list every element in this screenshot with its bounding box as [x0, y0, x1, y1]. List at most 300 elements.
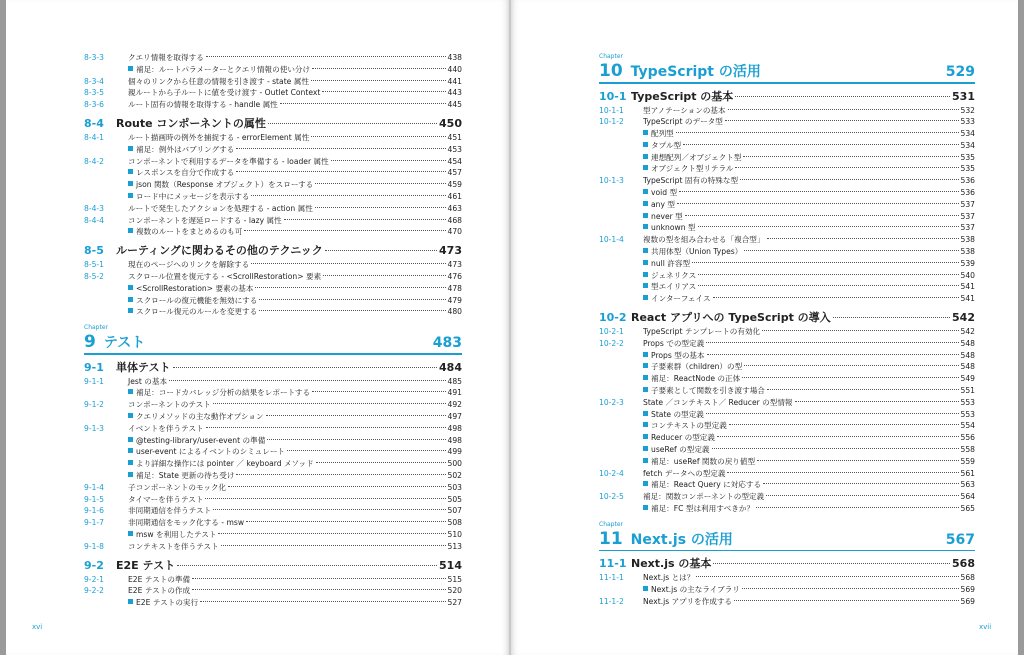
toc-entry[interactable] — [84, 52, 462, 64]
bullet-square-icon — [128, 193, 133, 198]
toc-subentry[interactable] — [599, 222, 975, 234]
bullet-square-icon — [128, 297, 133, 302]
toc-page-number: 568 — [960, 573, 975, 583]
toc-title: TypeScript 固有の特殊な型 — [643, 176, 739, 186]
chapter-page: 529 — [945, 64, 975, 80]
toc-subentry[interactable] — [599, 281, 975, 293]
toc-title: クエリ情報を取得する — [128, 53, 204, 62]
bullet-square-icon — [643, 363, 648, 368]
toc-title: Props での型定義 — [643, 338, 705, 348]
dot-leader — [312, 391, 445, 392]
toc-number: 10-2-5 — [599, 492, 624, 502]
toc-subentry[interactable] — [599, 444, 975, 456]
toc-page-number: 539 — [960, 258, 975, 268]
toc-number: 11-1-1 — [599, 573, 624, 583]
toc-title: TypeScript テンプレートの有効化 — [643, 327, 761, 337]
chapter-head-row — [599, 61, 975, 81]
chapter-page: 567 — [945, 531, 975, 548]
toc-title: インターフェイス — [651, 294, 711, 304]
chapter-heading[interactable] — [84, 324, 462, 355]
toc-entry[interactable] — [84, 271, 462, 283]
toc-title: State の型定義 — [651, 409, 704, 419]
dot-leader — [218, 533, 445, 534]
toc-page-number: 548 — [960, 362, 975, 372]
bullet-square-icon — [643, 165, 648, 170]
bullet-square-icon — [128, 169, 133, 174]
chapter-rule — [599, 550, 975, 552]
toc-subentry[interactable] — [84, 306, 462, 318]
toc-page-number: 513 — [447, 541, 462, 551]
toc-section-heading[interactable] — [84, 359, 462, 376]
toc-page-number: 568 — [952, 557, 975, 571]
toc-title: ルートで発生したアクションを処理する - action 属性 — [128, 203, 313, 213]
toc-title: コンポーネントで利用するデータを準備する - loader 属性 — [128, 156, 329, 166]
toc-page-number: 470 — [447, 227, 462, 237]
left-page-number: xvi — [32, 623, 43, 631]
toc-number: 9-2-1 — [84, 574, 104, 584]
toc-number: 8-4-2 — [84, 156, 104, 166]
toc-title: 型アノテーションの基本 — [643, 105, 726, 115]
dot-leader — [735, 167, 958, 168]
dot-leader — [727, 472, 958, 473]
toc-entry[interactable] — [599, 491, 975, 503]
toc-page-number: 438 — [447, 53, 462, 62]
toc-page-number: 538 — [960, 247, 975, 257]
toc-page-number: 559 — [960, 456, 975, 466]
dot-leader — [255, 287, 445, 288]
toc-title: 単体テスト — [116, 360, 171, 374]
toc-title: 複数のルートをまとめるのも可 — [136, 227, 243, 237]
bullet-square-icon — [128, 437, 133, 442]
toc-title: Next.js とは？ — [643, 573, 695, 583]
dot-leader — [322, 91, 445, 92]
toc-page-number: 534 — [960, 140, 975, 150]
toc-number: 11-1-2 — [599, 596, 624, 606]
toc-title: 現在のページへのリンクを解除する — [128, 260, 250, 270]
toc-page-number: 473 — [439, 244, 462, 258]
dot-leader — [236, 474, 445, 475]
toc-subentry[interactable] — [599, 420, 975, 432]
toc-entry[interactable] — [599, 116, 975, 128]
toc-title: void 型 — [651, 188, 678, 198]
toc-subentry[interactable] — [84, 435, 462, 447]
toc-title: タプル型 — [651, 140, 682, 150]
dot-leader — [331, 160, 446, 161]
toc-subentry[interactable] — [84, 64, 462, 76]
toc-title: 複数の型を組み合わせる「複合型」 — [643, 235, 765, 245]
toc-section-heading[interactable] — [84, 242, 462, 259]
toc-page-number: 476 — [447, 271, 462, 281]
dot-leader — [311, 80, 446, 81]
toc-entry[interactable] — [84, 376, 462, 388]
bullet-square-icon — [643, 213, 648, 218]
toc-title: json 関数（Response オブジェクト）をスローする — [136, 180, 314, 190]
toc-entry[interactable] — [84, 541, 462, 553]
toc-entry[interactable] — [84, 399, 462, 411]
toc-title: 連想配列／オブジェクト型 — [651, 152, 742, 162]
toc-page-number: 541 — [960, 294, 975, 304]
bullet-square-icon — [128, 531, 133, 536]
toc-title: msw を利用したテスト — [136, 530, 217, 539]
toc-subentry[interactable] — [84, 295, 462, 307]
toc-entry[interactable] — [599, 326, 975, 338]
toc-entry[interactable] — [84, 76, 462, 88]
toc-entry[interactable] — [84, 517, 462, 529]
toc-section-heading[interactable] — [84, 557, 462, 574]
toc-number: 8-5 — [84, 244, 104, 258]
toc-page-number: 453 — [447, 144, 462, 154]
toc-page-number: 463 — [447, 203, 462, 213]
bullet-square-icon — [643, 411, 648, 416]
dot-leader — [221, 545, 446, 546]
toc-title: Next.js アプリを作成する — [643, 596, 733, 606]
toc-title: 非同期通信をモック化する - msw — [128, 518, 245, 528]
toc-page-number: 536 — [960, 176, 975, 186]
toc-subentry[interactable] — [599, 373, 975, 385]
toc-page-number: 515 — [447, 574, 462, 584]
chapter-number: 9 — [84, 332, 96, 353]
toc-page-number: 510 — [447, 530, 462, 539]
dot-leader — [742, 588, 959, 589]
toc-number: 10-2-1 — [599, 327, 624, 337]
toc-title: 親ルートから子ルートに値を受け渡す - Outlet Context — [128, 88, 321, 98]
toc-subentry[interactable] — [599, 211, 975, 223]
toc-number: 9-1-2 — [84, 400, 104, 410]
toc-page-number: 549 — [960, 374, 975, 384]
toc-title: 補足：State 更新の待ち受け — [136, 471, 235, 481]
toc-subentry[interactable] — [84, 226, 462, 238]
dot-leader — [713, 297, 959, 298]
toc-title: any 型 — [651, 199, 675, 209]
left-page — [6, 0, 509, 655]
toc-subentry[interactable] — [599, 270, 975, 282]
toc-title: ルート固有の情報を取得する - handle 属性 — [128, 100, 278, 110]
toc-number: 8-4 — [84, 116, 104, 130]
toc-subentry[interactable] — [599, 293, 975, 305]
toc-entry[interactable] — [84, 156, 462, 168]
dot-leader — [315, 207, 446, 208]
dot-leader — [766, 495, 958, 496]
toc-title: イベントを伴うテスト — [128, 423, 204, 433]
toc-subentry[interactable] — [84, 411, 462, 423]
toc-subentry[interactable] — [599, 479, 975, 491]
toc-page-number: 542 — [952, 311, 975, 325]
toc-number: 10-1-4 — [599, 235, 624, 245]
toc-number: 9-2-2 — [84, 586, 104, 596]
toc-subentry[interactable] — [599, 163, 975, 175]
toc-title: 補足：関数コンポーネントの型定義 — [643, 492, 765, 502]
bullet-square-icon — [643, 142, 648, 147]
toc-title: useRef の型定義 — [651, 445, 710, 455]
toc-entry[interactable] — [84, 203, 462, 215]
toc-subentry[interactable] — [599, 258, 975, 270]
toc-section-heading[interactable] — [599, 309, 975, 326]
toc-entry[interactable] — [84, 482, 462, 494]
toc-title: TypeScript のデータ型 — [643, 117, 723, 127]
toc-number: 10-1-2 — [599, 117, 624, 127]
toc-number: 8-5-1 — [84, 260, 104, 270]
toc-entry[interactable] — [84, 494, 462, 506]
bullet-square-icon — [128, 460, 133, 465]
dot-leader — [169, 380, 445, 381]
toc-subentry[interactable] — [599, 350, 975, 362]
toc-subentry[interactable] — [599, 456, 975, 468]
bullet-square-icon — [643, 422, 648, 427]
toc-page-number: 457 — [447, 168, 462, 178]
toc-number: 11-1 — [599, 557, 627, 571]
bullet-square-icon — [643, 434, 648, 439]
toc-title: E2E テストの作成 — [128, 586, 191, 596]
toc-entry[interactable] — [599, 105, 975, 117]
toc-entry[interactable] — [599, 175, 975, 187]
dot-leader — [323, 275, 445, 276]
toc-number: 9-1-6 — [84, 506, 104, 516]
bullet-square-icon — [128, 472, 133, 477]
toc-entry[interactable] — [599, 572, 975, 584]
toc-title: State ／コンテキスト／ Reducer の型情報 — [643, 397, 793, 407]
toc-subentry[interactable] — [599, 584, 975, 596]
toc-title: TypeScript の基本 — [631, 89, 734, 103]
toc-number: 9-1-5 — [84, 494, 104, 504]
toc-title: unknown 型 — [651, 223, 696, 233]
toc-subentry[interactable] — [84, 458, 462, 470]
toc-page-number: 451 — [447, 132, 462, 142]
toc-number: 10-2 — [599, 311, 627, 325]
toc-page-number: 527 — [447, 598, 462, 608]
toc-page-number: 563 — [960, 480, 975, 490]
toc-page-number: 502 — [447, 471, 462, 481]
toc-subentry[interactable] — [599, 385, 975, 397]
toc-entry[interactable] — [84, 585, 462, 597]
dot-leader — [200, 601, 445, 602]
dot-leader — [742, 377, 958, 378]
toc-page-number: 537 — [960, 199, 975, 209]
right-page-number: xvii — [979, 623, 992, 631]
toc-title: 型エイリアス — [651, 282, 697, 292]
toc-number: 10-1 — [599, 89, 627, 103]
bullet-square-icon — [128, 66, 133, 71]
chapter-rule — [84, 353, 462, 355]
dot-leader — [251, 263, 445, 264]
toc-entry[interactable] — [599, 468, 975, 480]
chapter-heading[interactable] — [599, 521, 975, 552]
chapter-head-row — [599, 529, 975, 549]
toc-subentry[interactable] — [84, 470, 462, 482]
dot-leader — [267, 439, 445, 440]
toc-subentry[interactable] — [84, 446, 462, 458]
toc-subentry[interactable] — [599, 152, 975, 164]
toc-page-number: 497 — [447, 412, 462, 422]
dot-leader — [717, 436, 959, 437]
toc-subentry[interactable] — [84, 597, 462, 609]
chapter-tag: Chapter — [599, 53, 623, 60]
toc-title: スクロール位置を復元する - <ScrollRestoration> 要素 — [128, 271, 322, 281]
dot-leader — [287, 450, 445, 451]
toc-page-number: 478 — [447, 283, 462, 293]
dot-leader — [266, 415, 446, 416]
toc-title: 補足：ReactNode の正体 — [651, 374, 741, 384]
toc-subentry[interactable] — [599, 246, 975, 258]
toc-entry[interactable] — [84, 132, 462, 144]
dot-leader — [236, 148, 445, 149]
toc-subentry[interactable] — [84, 144, 462, 156]
toc-page-number: 535 — [960, 152, 975, 162]
toc-subentry[interactable] — [599, 503, 975, 515]
toc-page-number: 540 — [960, 270, 975, 280]
toc-subentry[interactable] — [84, 191, 462, 203]
dot-leader — [213, 509, 445, 510]
toc-section-heading[interactable] — [599, 555, 975, 572]
chapter-rule — [599, 82, 975, 84]
toc-subentry[interactable] — [84, 179, 462, 191]
toc-entry[interactable] — [84, 259, 462, 271]
bullet-square-icon — [128, 308, 133, 313]
toc-page-number: 553 — [960, 409, 975, 419]
bullet-square-icon — [643, 505, 648, 510]
toc-page-number: 468 — [447, 215, 462, 225]
toc-page-number: 498 — [447, 435, 462, 445]
toc-page-number: 542 — [960, 327, 975, 337]
bullet-square-icon — [643, 201, 648, 206]
dot-leader — [698, 285, 958, 286]
chapter-number: 11 — [599, 528, 623, 549]
dot-leader — [177, 565, 437, 566]
toc-subentry[interactable] — [599, 432, 975, 444]
dot-leader — [744, 250, 958, 251]
toc-subentry[interactable] — [599, 140, 975, 152]
toc-title: 子要素として関数を引き渡す場合 — [651, 386, 765, 396]
toc-title: オブジェクト型リテラル — [651, 164, 734, 174]
toc-subentry[interactable] — [599, 199, 975, 211]
chapter-head-row — [84, 332, 462, 352]
bullet-square-icon — [643, 248, 648, 253]
toc-title: 共用体型（Union Types） — [651, 247, 743, 257]
toc-page-number: 531 — [952, 89, 975, 103]
toc-section-heading[interactable] — [84, 115, 462, 132]
bullet-square-icon — [643, 375, 648, 380]
dot-leader — [712, 448, 959, 449]
toc-page-number: 500 — [447, 459, 462, 469]
toc-page-number: 445 — [447, 100, 462, 110]
toc-title: ロード中にメッセージを表示する — [136, 191, 250, 201]
bullet-square-icon — [128, 389, 133, 394]
dot-leader — [707, 354, 959, 355]
toc-title: 非同期通信を伴うテスト — [128, 506, 212, 516]
toc-page-number: 537 — [960, 223, 975, 233]
toc-entry[interactable] — [84, 87, 462, 99]
chapter-title: Next.js の活用 — [630, 531, 733, 548]
bullet-square-icon — [128, 448, 133, 453]
dot-leader — [763, 483, 958, 484]
toc-title: Jest の基本 — [128, 376, 168, 386]
toc-title: 補足：React Query に対応する — [651, 480, 762, 490]
toc-number: 8-3-3 — [84, 53, 104, 62]
dot-leader — [325, 250, 437, 251]
toc-title: fetch データへの型定義 — [643, 468, 726, 478]
toc-page-number: 564 — [960, 492, 975, 502]
bullet-square-icon — [643, 387, 648, 392]
toc-entry[interactable] — [84, 423, 462, 435]
bullet-square-icon — [128, 228, 133, 233]
dot-leader — [729, 424, 959, 425]
dot-leader — [743, 156, 958, 157]
dot-leader — [734, 600, 958, 601]
toc-page-number: 534 — [960, 129, 975, 139]
toc-page-number: 533 — [960, 117, 975, 127]
toc-page-number: 536 — [960, 188, 975, 198]
toc-number: 8-4-3 — [84, 203, 104, 213]
right-page — [511, 0, 1018, 655]
toc-number: 9-1-4 — [84, 482, 104, 492]
toc-title: Next.js の主なライブラリ — [651, 585, 740, 595]
toc-number: 9-1-7 — [84, 518, 104, 528]
dot-leader — [284, 219, 446, 220]
toc-entry[interactable] — [599, 397, 975, 409]
toc-entry[interactable] — [84, 574, 462, 586]
toc-title: 補足：FC 型は利用すべきか？ — [651, 504, 755, 513]
toc-subentry[interactable] — [84, 387, 462, 399]
toc-page-number: 443 — [447, 88, 462, 98]
toc-subentry[interactable] — [599, 409, 975, 421]
toc-page-number: 450 — [439, 116, 462, 130]
bullet-square-icon — [643, 224, 648, 229]
toc-title: <ScrollRestoration> 要素の基本 — [136, 283, 254, 293]
chapter-page: 483 — [432, 335, 462, 352]
toc-subentry[interactable] — [599, 187, 975, 199]
toc-subentry[interactable] — [599, 361, 975, 373]
toc-title: レスポンスを自分で作成する — [136, 168, 235, 178]
toc-page-number: 480 — [447, 307, 462, 317]
toc-title: React アプリへの TypeScript の導入 — [631, 311, 831, 325]
toc-entry[interactable] — [84, 215, 462, 227]
dot-leader — [696, 576, 958, 577]
toc-number: 9-1 — [84, 360, 104, 374]
toc-page-number: 473 — [447, 260, 462, 270]
toc-entry[interactable] — [84, 99, 462, 111]
toc-entry[interactable] — [599, 338, 975, 350]
dot-leader — [767, 389, 959, 390]
bullet-square-icon — [643, 272, 648, 277]
toc-title: 補足：コードカバレッジ分析の結果をレポートする — [136, 388, 311, 398]
toc-section-heading[interactable] — [599, 88, 975, 105]
toc-subentry[interactable] — [84, 283, 462, 295]
toc-entry[interactable] — [599, 596, 975, 608]
bullet-square-icon — [128, 146, 133, 151]
toc-entry[interactable] — [599, 234, 975, 246]
dot-leader — [706, 413, 959, 414]
dot-leader — [676, 132, 959, 133]
toc-page-number: 505 — [447, 494, 462, 504]
dot-leader — [315, 183, 445, 184]
bullet-square-icon — [643, 189, 648, 194]
dot-leader — [268, 123, 437, 124]
toc-title: Next.js の基本 — [631, 557, 712, 571]
toc-subentry[interactable] — [599, 128, 975, 140]
toc-page-number: 440 — [447, 64, 462, 74]
toc-page-number: 461 — [447, 191, 462, 201]
dot-leader — [205, 498, 445, 499]
toc-subentry[interactable] — [84, 167, 462, 179]
toc-page-number: 441 — [447, 76, 462, 86]
toc-subentry[interactable] — [84, 529, 462, 541]
dot-leader — [744, 365, 958, 366]
toc-title: 配列型 — [651, 129, 674, 139]
toc-entry[interactable] — [84, 505, 462, 517]
toc-title: never 型 — [651, 211, 683, 221]
dot-leader — [757, 460, 958, 461]
toc-page-number: 520 — [447, 586, 462, 596]
chapter-heading[interactable] — [599, 53, 975, 84]
